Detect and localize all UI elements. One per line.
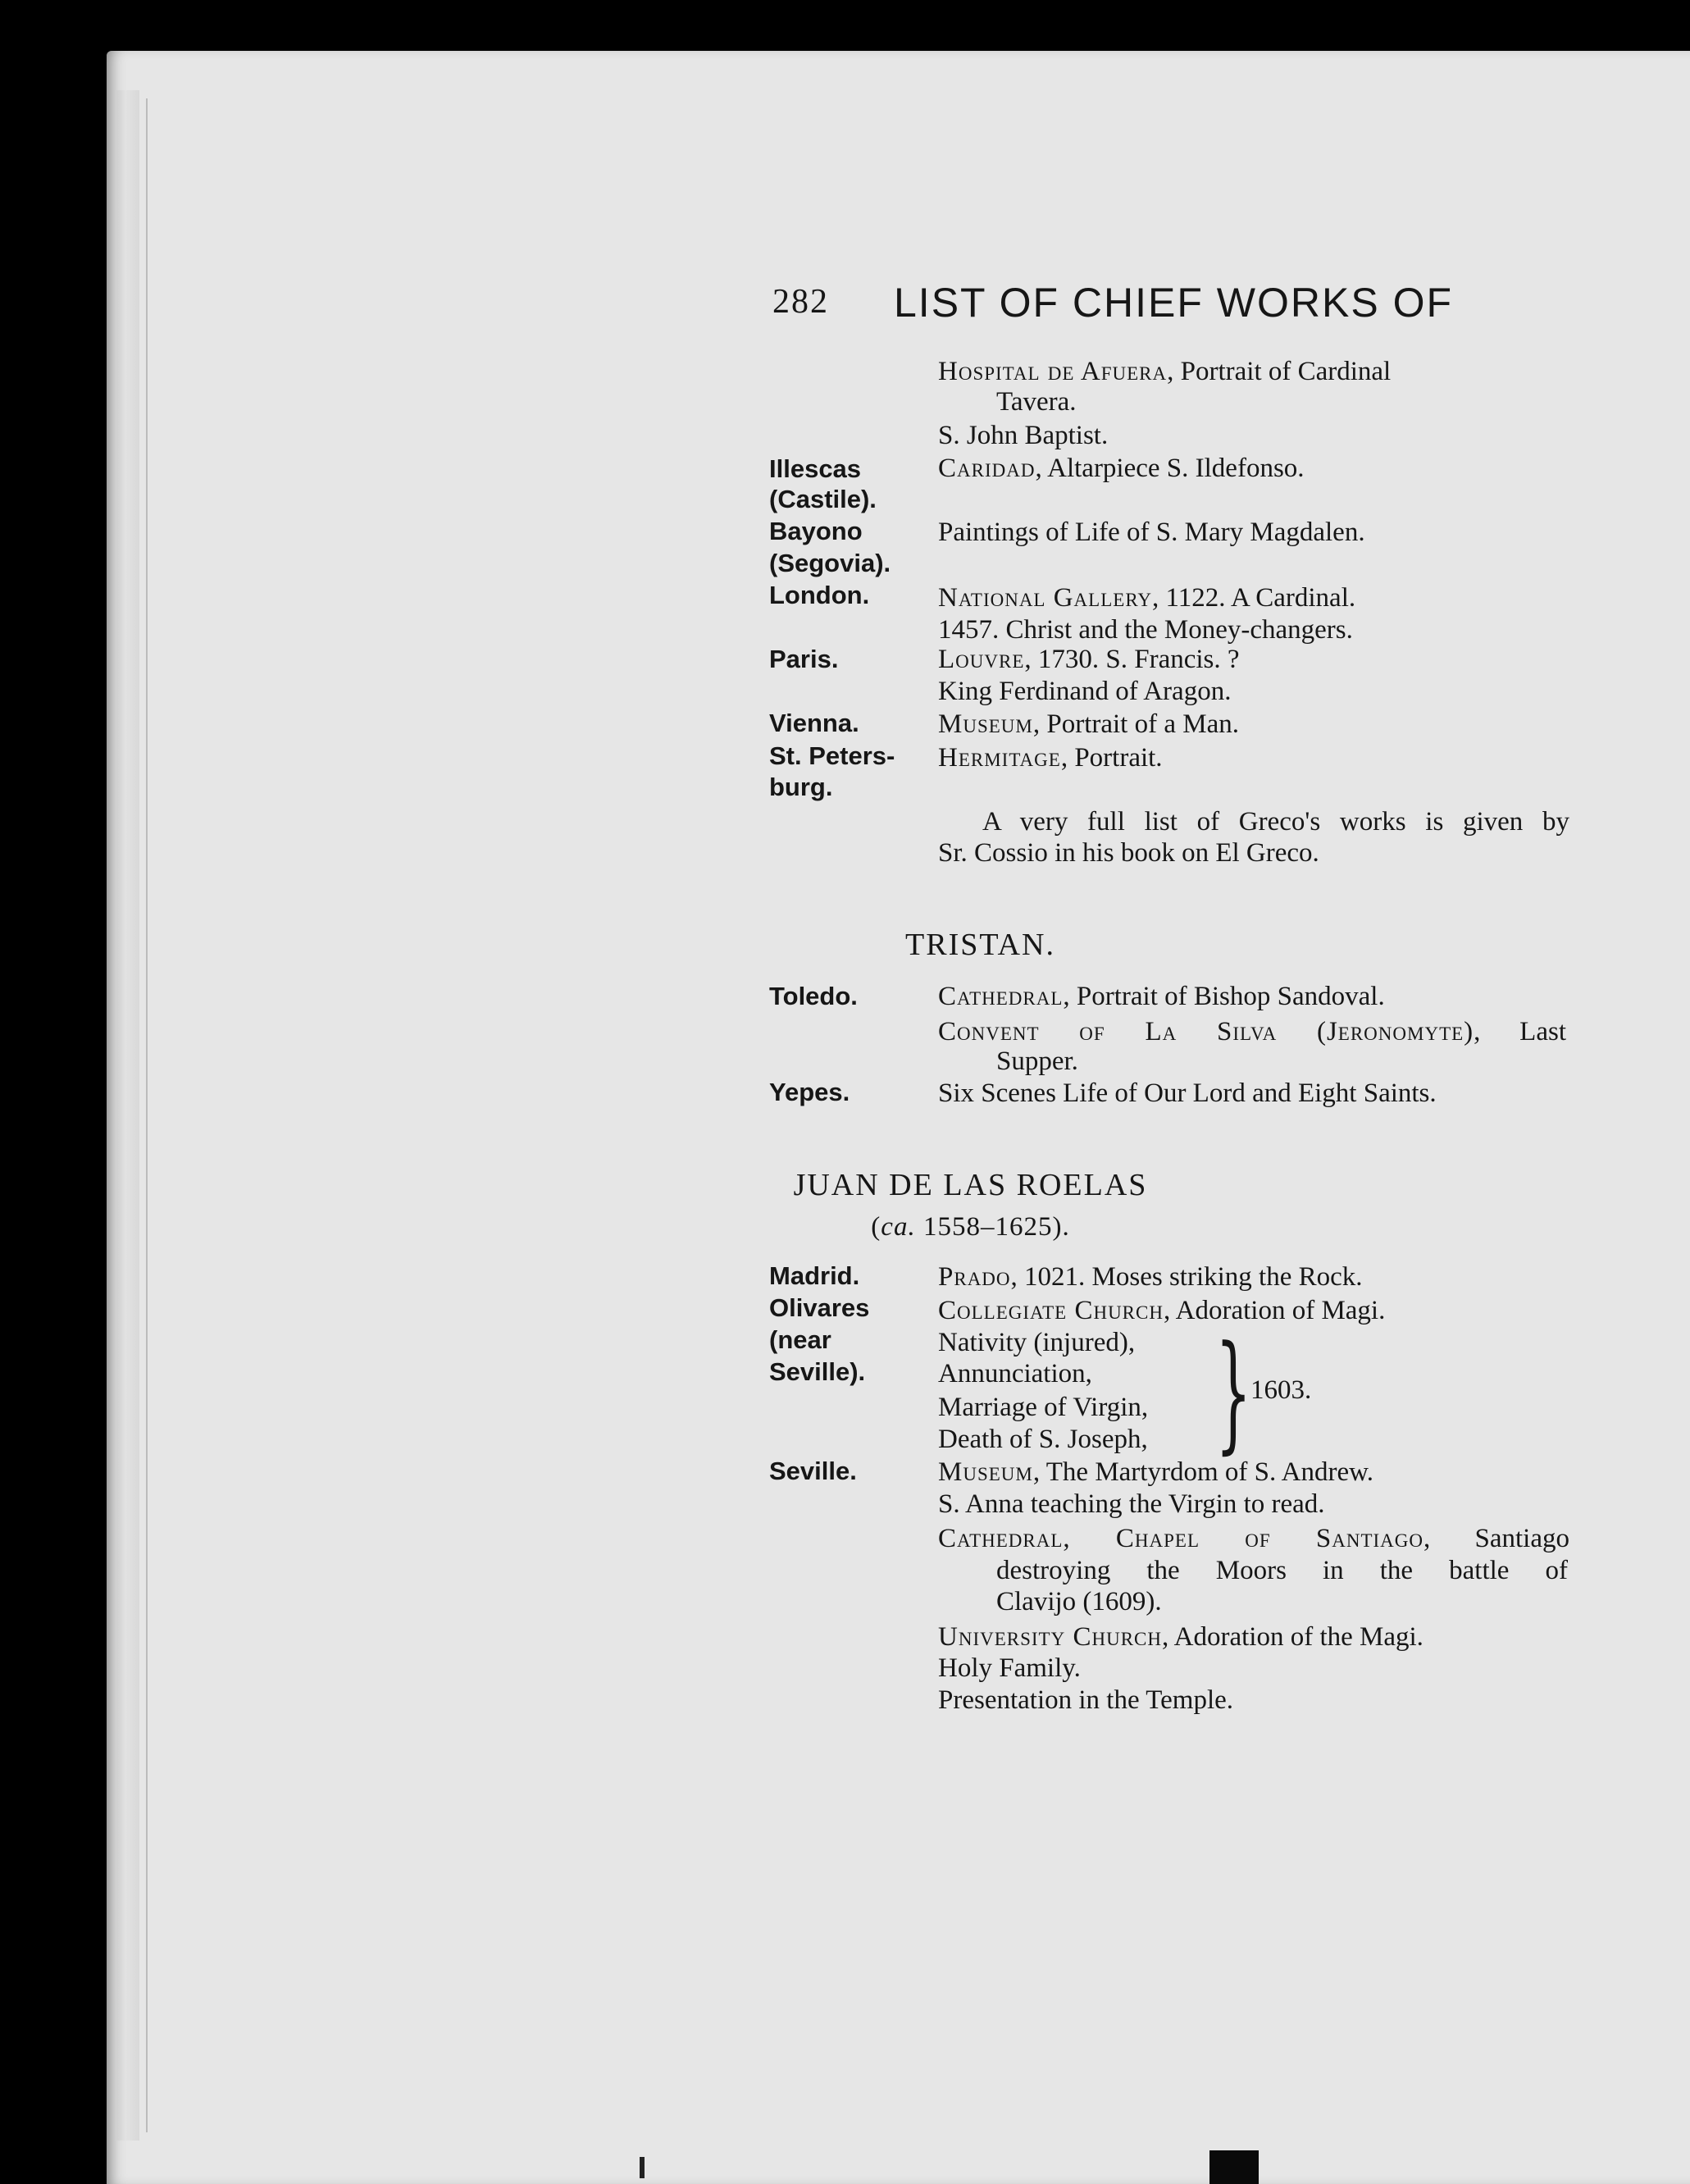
entry-magdalen: Paintings of Life of S. Mary Magdalen. xyxy=(938,518,1365,547)
entry-toledo-cathedral xyxy=(938,981,1385,1013)
entry-text: , Portrait of a Man. xyxy=(1032,709,1239,739)
entry-hospital-afuera-cont: Tavera. xyxy=(996,387,1077,417)
place-st-petersburg: St. Peters- xyxy=(769,741,895,770)
entry-text: , 1122. A Cardinal. xyxy=(1152,583,1356,613)
place-olivares-seville: Seville). xyxy=(769,1357,866,1386)
institution-name: National Gallery xyxy=(938,583,1153,613)
entry-king-ferdinand: King Ferdinand of Aragon. xyxy=(938,677,1232,706)
scan-artifact xyxy=(1209,2150,1259,2184)
entry-text: , Santiago xyxy=(1424,1524,1569,1553)
entry-vienna-museum xyxy=(938,709,1239,741)
group-year: 1603. xyxy=(1250,1375,1312,1405)
scan-mark xyxy=(640,2157,645,2178)
book-page xyxy=(107,51,1690,2184)
place-london: London. xyxy=(769,581,870,609)
entry-cathedral-santiago xyxy=(938,1523,1569,1555)
entry-hermitage xyxy=(938,742,1163,774)
entry-money-changers: 1457. Christ and the Money-changers. xyxy=(938,615,1353,645)
entry-six-scenes: Six Scenes Life of Our Lord and Eight Saints. xyxy=(938,1078,1437,1108)
entry-university-church xyxy=(938,1621,1424,1653)
entry-presentation: Presentation in the Temple. xyxy=(938,1685,1234,1715)
entry-collegiate-church xyxy=(938,1295,1385,1327)
spine-line xyxy=(146,98,148,2132)
place-vienna: Vienna. xyxy=(769,709,859,737)
running-title: LIST OF CHIEF WORKS OF xyxy=(894,280,1454,326)
entry-text: , 1730. S. Francis. ? xyxy=(1024,645,1240,674)
list-item: Annunciation, xyxy=(938,1359,1092,1388)
list-item: Nativity (injured), xyxy=(938,1328,1136,1357)
institution-name: Museum xyxy=(938,709,1033,739)
entry-text: , Portrait of Cardinal xyxy=(1167,357,1392,386)
entry-text: , Portrait. xyxy=(1060,743,1163,773)
page-edge xyxy=(116,90,139,2141)
entry-convent-la-silva-cont: Supper. xyxy=(996,1046,1078,1076)
institution-name: Convent of La Silva (Jeronomyte) xyxy=(938,1017,1474,1046)
entry-text: , 1021. Moses striking the Rock. xyxy=(1010,1262,1363,1292)
note-line-1: A very full list of Greco's works is given by xyxy=(982,807,1569,837)
note-line-2: Sr. Cossio in his book on El Greco. xyxy=(938,838,1319,868)
place-toledo: Toledo. xyxy=(769,982,858,1010)
entry-text: , Adoration of Magi. xyxy=(1163,1296,1386,1325)
entry-text: , The Martyrdom of S. Andrew. xyxy=(1032,1457,1374,1487)
entry-hospital-afuera xyxy=(938,356,1391,388)
entry-john-baptist: S. John Baptist. xyxy=(938,421,1109,450)
institution-name: Louvre xyxy=(938,645,1025,674)
entry-national-gallery xyxy=(938,582,1355,614)
institution-name: Caridad xyxy=(938,454,1036,483)
entry-cathedral-santiago-cont: destroying the Moors in the battle of xyxy=(996,1556,1568,1585)
entry-prado xyxy=(938,1261,1363,1293)
place-bayono-region: (Segovia). xyxy=(769,549,891,577)
institution-name: Hermitage xyxy=(938,743,1061,773)
place-paris: Paris. xyxy=(769,645,839,673)
institution-name: Prado xyxy=(938,1262,1011,1292)
place-seville: Seville. xyxy=(769,1457,857,1485)
institution-name: University Church xyxy=(938,1622,1162,1652)
entry-text: , Portrait of Bishop Sandoval. xyxy=(1063,982,1385,1011)
institution-name: Hospital de Afuera xyxy=(938,357,1168,386)
institution-name: Museum xyxy=(938,1457,1033,1487)
institution-name: Cathedral, Chapel of Santiago xyxy=(938,1524,1424,1553)
entry-seville-museum xyxy=(938,1457,1373,1489)
place-bayono: Bayono xyxy=(769,517,863,545)
entry-louvre xyxy=(938,644,1240,676)
entry-holy-family: Holy Family. xyxy=(938,1653,1081,1683)
entry-cathedral-santiago-cont2: Clavijo (1609). xyxy=(996,1587,1162,1616)
section-heading-tristan: TRISTAN. xyxy=(905,928,1055,962)
institution-name: Cathedral xyxy=(938,982,1064,1011)
page-number: 282 xyxy=(772,283,829,321)
list-item: Marriage of Virgin, xyxy=(938,1393,1149,1422)
place-yepes: Yepes. xyxy=(769,1078,850,1106)
section-heading-roelas: JUAN DE LAS ROELAS xyxy=(793,1168,1148,1202)
grouping-brace: } xyxy=(1215,1318,1252,1466)
place-olivares-near: (near xyxy=(769,1325,831,1354)
artist-dates: (ca. 1558–1625). xyxy=(871,1212,1070,1242)
entry-text: , Altarpiece S. Ildefonso. xyxy=(1035,454,1305,483)
place-olivares: Olivares xyxy=(769,1293,870,1322)
place-illescas: Illescas xyxy=(769,454,862,483)
place-madrid: Madrid. xyxy=(769,1261,860,1290)
list-item: Death of S. Joseph, xyxy=(938,1425,1148,1454)
entry-text: , Adoration of the Magi. xyxy=(1161,1622,1424,1652)
institution-name: Collegiate Church xyxy=(938,1296,1164,1325)
entry-s-anna: S. Anna teaching the Virgin to read. xyxy=(938,1489,1325,1519)
place-illescas-region: (Castile). xyxy=(769,485,877,513)
place-st-petersburg-cont: burg. xyxy=(769,773,833,801)
entry-convent-la-silva xyxy=(938,1016,1566,1048)
entry-text: , Last xyxy=(1474,1017,1566,1046)
entry-caridad xyxy=(938,453,1305,485)
